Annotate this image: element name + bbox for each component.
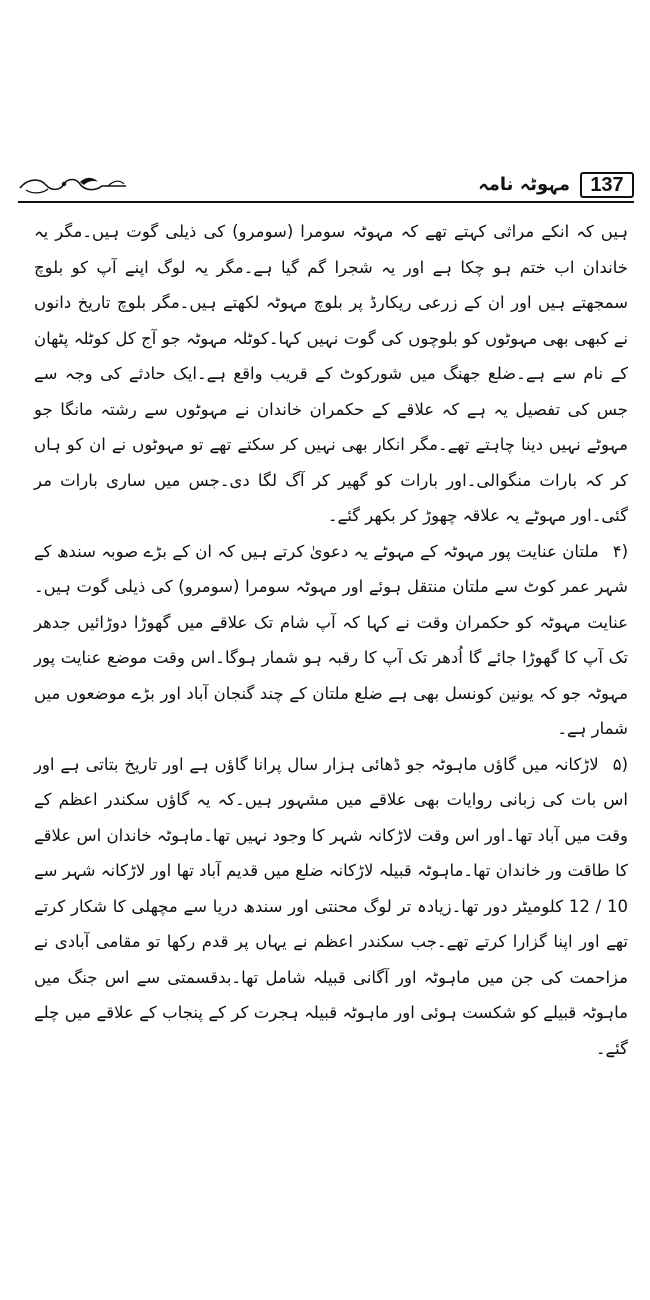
paragraph-text: ملتان عنایت پور مہوٹہ کے مہوٹے یہ دعویٰ کرتے ہیں کہ ان کے بڑے صوبہ سندھ کے شہر عمر کوٹ سے ملتان منتقل ہوئے اور مہوٹہ سومرا (سومرو) کی ذیلی گوت ہیں۔عنایت مہوٹہ کو حکمران وقت نے کہا کہ آپ شام تک علاقے میں گھوڑا دوڑائیں جدھر تک آپ کا گھوڑا جائے گا اُدھر تک آپ کا رقبہ ہو شمار ہوگا۔اس وقت موضع عنایت پور مہوٹہ جو کہ یونین کونسل بھی ہے ضلع ملتان کے چند گنجان آباد اور بڑے موضعوں میں شمار ہے۔ (34, 541, 628, 738)
page-header (18, 172, 634, 202)
paragraph-item-5 (34, 747, 628, 1067)
paragraph-text: لاڑکانہ میں گاؤں ماہوٹہ جو ڈھائی ہزار سال پرانا گاؤں ہے اور تاریخ بتاتی ہے اور اس بات کی زبانی روایات بھی علاقے میں مشہور ہیں۔کہ یہ گاؤں سکندر اعظم کے وقت میں آباد تھا۔اور اس وقت لاڑکانہ شہر کا وجود نہیں تھا۔ماہوٹہ خاندان اس علاقے کا طاقت ور خاندان تھا۔ماہوٹہ قبیلہ لاڑکانہ ضلع میں قدیم آباد تھا اور لاڑکانہ شہر سے 10 / 12 کلومیٹر دور تھا۔زیادہ تر لوگ محنتی اور سندھ دریا سے مچھلی کا شکار کرتے تھے اور اپنا گزارا کرتے تھے۔جب سکندر اعظم نے یہاں پر قدم رکھا تو مقامی آبادی نے مزاحمت کی جن میں ماہوٹہ اور آگانی قبیلہ شامل تھا۔بدقسمتی سے اس جنگ میں ماہوٹہ قبیلے کو شکست ہوئی اور ماہوٹہ قبیلہ ہجرت کر کے پنجاب کے علاقے میں چلے گئے۔ (34, 754, 628, 1058)
page-body (34, 214, 628, 1066)
paragraph-text: ہیں کہ انکے مراثی کہتے تھے کہ مہوٹہ سومرا (سومرو) کی ذیلی گوت ہیں۔مگر یہ خاندان اب ختم ہو چکا ہے اور یہ شجرا گم گیا ہے۔مگر یہ لوگ اپنے آپ کو بلوچ سمجھتے ہیں اور ان کے زرعی ریکارڈ پر بلوچ مہوٹہ لکھتے ہیں۔مگر بلوچ تاریخ دانوں نے کبھی بھی مہوٹوں کو بلوچوں کی گوت نہیں کہا۔کوٹلہ مہوٹہ جو آج کل کوٹلہ پٹھان کے نام سے ہے۔ضلع جھنگ میں شورکوٹ کے قریب واقع ہے۔ایک حادثے کی وجہ سے جس کی تفصیل یہ ہے کہ علاقے کے حکمران خاندان نے مہوٹوں سے رشتہ مانگا جو مہوٹے نہیں دینا چاہتے تھے۔مگر انکار بھی نہیں کر سکتے تھے تو مہوٹوں نے ان کو ہاں کر کہ بارات منگوالی۔اور بارات کو گھیر کر آگ لگا دی۔جس میں ساری بارات مر گئی۔اور مہوٹے یہ علاقہ چھوڑ کر بکھر گئے۔ (34, 222, 628, 525)
book-title: مہوٹہ نامہ (478, 174, 570, 195)
page-number: 137 (580, 172, 634, 198)
header-rule (18, 201, 634, 203)
paragraph-intro (34, 214, 628, 534)
paragraph-number: (۴ (612, 541, 628, 561)
paragraph-number: (۵ (612, 754, 628, 774)
paragraph-item-4 (34, 534, 628, 747)
ornamental-flourish-icon (18, 174, 128, 196)
